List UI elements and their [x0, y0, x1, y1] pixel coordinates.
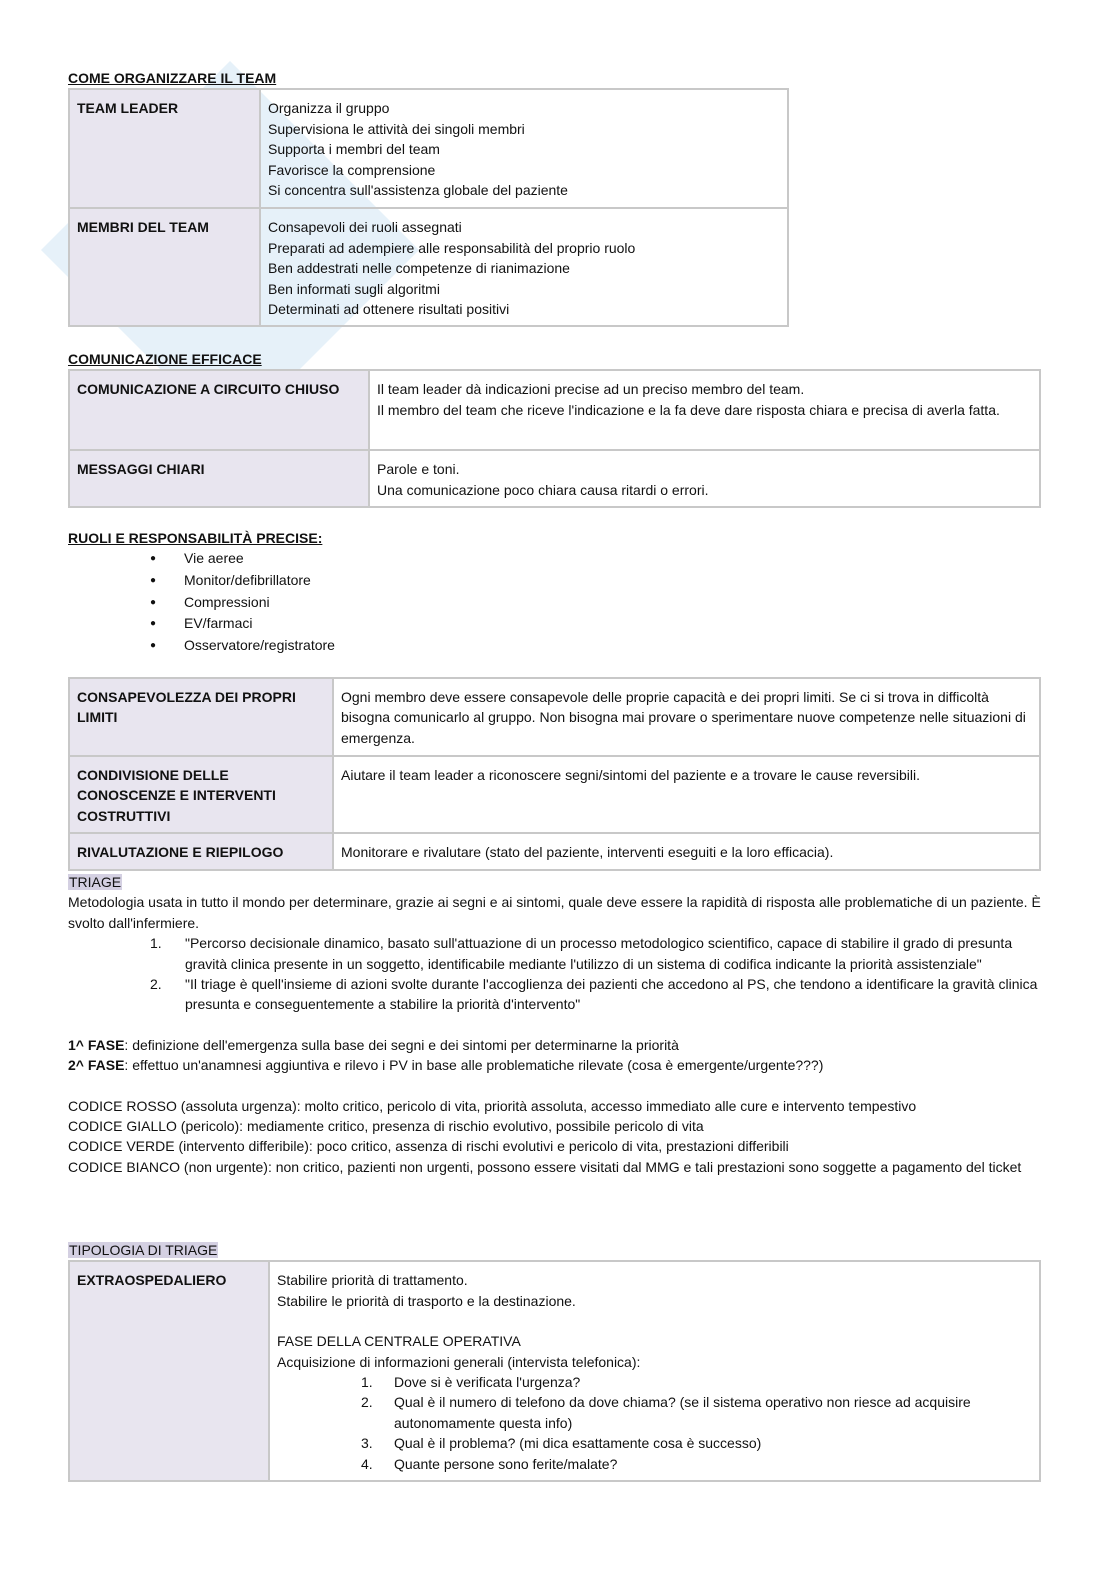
text-line: Favorisce la comprensione: [268, 161, 436, 178]
row-content: Aiutare il team leader a riconoscere segni/sintomi del paziente e a trovare le cause reversibili.: [333, 756, 1040, 833]
table-row: [69, 208, 788, 326]
list-item: [68, 933, 1043, 974]
table-row: [69, 450, 1040, 507]
phase-line: [68, 1035, 1043, 1055]
team-section: [68, 68, 789, 327]
section-heading: TRIAGE: [69, 874, 122, 890]
section-heading: COMUNICAZIONE EFFICACE: [68, 351, 262, 367]
text-line: Il membro del team che riceve l'indicazione e la fa deve dare risposta chiara e precisa di averla fatta.: [377, 401, 1000, 418]
table-row: [69, 756, 1040, 833]
list-text: Quante persone sono ferite/malate?: [394, 1455, 618, 1472]
text-line: Ben addestrati nelle competenze di rianimazione: [268, 260, 570, 277]
list-item: [68, 974, 1043, 1015]
list-item: [277, 1392, 1032, 1433]
triage-section: [68, 872, 1043, 1177]
table-row: [69, 678, 1040, 756]
list-item: ● Monitor/defibrillatore: [68, 570, 1041, 592]
phase-label: 2^ FASE: [68, 1057, 125, 1074]
row-label: MESSAGGI CHIARI: [69, 450, 369, 507]
row-content: [260, 208, 788, 326]
code-line: CODICE ROSSO (assoluta urgenza): molto critico, pericolo di vita, priorità assoluta, accesso immediato alle cure e intervento tempestivo: [68, 1097, 917, 1114]
section-heading: TIPOLOGIA DI TRIAGE: [69, 1242, 218, 1258]
row-content: [269, 1261, 1040, 1481]
row-label: CONDIVISIONE DELLE CONOSCENZE E INTERVENTI COSTRUTTIVI: [69, 756, 333, 833]
table-row: [69, 1261, 1040, 1481]
list-number: 1.: [150, 935, 162, 952]
tipologia-table: [68, 1260, 1041, 1482]
list-number: 4.: [361, 1455, 373, 1472]
text-line: Stabilire priorità di trattamento.: [277, 1272, 468, 1289]
text-line: Supervisiona le attività dei singoli membri: [268, 120, 525, 137]
text-line: Si concentra sull'assistenza globale del paziente: [268, 182, 568, 199]
list-item: [277, 1372, 1032, 1392]
phase-line: [68, 1055, 1043, 1075]
text-line: Parole e toni.: [377, 461, 460, 478]
text-line: Stabilire le priorità di trasporto e la destinazione.: [277, 1292, 576, 1309]
text-line: Organizza il gruppo: [268, 100, 390, 117]
text-line: Consapevoli dei ruoli assegnati: [268, 219, 462, 236]
row-content: [369, 370, 1040, 450]
phase-text: : definizione dell'emergenza sulla base dei segni e dei sintomi per determinarne la priorità: [124, 1036, 679, 1053]
row-label: RIVALUTAZIONE E RIEPILOGO: [69, 833, 333, 869]
list-item: ● EV/farmaci: [68, 613, 1041, 635]
subheading: FASE DELLA CENTRALE OPERATIVA: [277, 1333, 521, 1350]
text-line: Una comunicazione poco chiara causa ritardi o errori.: [377, 481, 709, 498]
row-label: TEAM LEADER: [69, 89, 260, 208]
code-line: CODICE GIALLO (pericolo): mediamente critico, presenza di rischio evolutivo, possibile pericolo di vita: [68, 1118, 704, 1135]
triage-intro: Metodologia usata in tutto il mondo per determinare, grazie ai segni e ai sintomi, quale deve essere la rapidità di risposta alle problematiche di un paziente. È svolto dall'infermiere.: [68, 894, 1041, 931]
list-item: [277, 1454, 1032, 1474]
ruoli-section: [68, 528, 1041, 656]
list-item: ● Osservatore/registratore: [68, 635, 1041, 657]
tipologia-section: [68, 1240, 1041, 1482]
list-text: Dove si è verificata l'urgenza?: [394, 1374, 581, 1391]
list-item: [277, 1433, 1032, 1453]
code-line: CODICE VERDE (intervento differibile): poco critico, assenza di rischi evolutivi e pericolo di vita, prestazioni differibili: [68, 1138, 789, 1155]
table-row: [69, 89, 788, 208]
list-text: Qual è il numero di telefono da dove chiama? (se il sistema operativo non riesce ad acquisire autonomamente questa info): [394, 1394, 971, 1431]
text-line: Determinati ad ottenere risultati positivi: [268, 301, 510, 318]
team-table: [68, 88, 789, 327]
text-line: Preparati ad adempiere alle responsabilità del proprio ruolo: [268, 239, 636, 256]
list-text: "Percorso decisionale dinamico, basato sull'attuazione di un processo metodologico scientifico, capace di stabilire il grado di presunta gravità clinica presente in un soggetto, identificabile mediante l'utilizzo di un sistema di codifica indicante la priorità assistenziale": [185, 935, 1013, 972]
text-line: Acquisizione di informazioni generali (intervista telefonica):: [277, 1353, 641, 1370]
section-heading: RUOLI E RESPONSABILITÀ PRECISE:: [68, 530, 323, 546]
consapevolezza-section: [68, 677, 1041, 871]
row-content: [260, 89, 788, 208]
definitions-list: [68, 933, 1043, 1015]
row-content: Ogni membro deve essere consapevole delle proprie capacità e dei propri limiti. Se ci si trova in difficoltà bisogna comunicarlo al gruppo. Non bisogna mai provare o sperimentare nuove competenze nelle situazioni di emergenza.: [333, 678, 1040, 756]
consapevolezza-table: [68, 677, 1041, 871]
list-number: 2.: [361, 1394, 373, 1411]
phase-text: : effettuo un'anamnesi aggiuntiva e rilevo i PV in base alle problematiche rilevate (cosa è emergente/urgente???): [124, 1057, 824, 1074]
comunicazione-table: [68, 369, 1041, 508]
row-content: [369, 450, 1040, 507]
row-label: CONSAPEVOLEZZA DEI PROPRI LIMITI: [69, 678, 333, 756]
table-row: [69, 370, 1040, 450]
row-label: COMUNICAZIONE A CIRCUITO CHIUSO: [69, 370, 369, 450]
list-item: ● Compressioni: [68, 592, 1041, 614]
text-line: Ben informati sugli algoritmi: [268, 280, 440, 297]
table-row: [69, 833, 1040, 869]
list-item: ● Vie aeree: [68, 548, 1041, 570]
text-line: Supporta i membri del team: [268, 141, 440, 158]
list-number: 1.: [361, 1374, 373, 1391]
list-text: Qual è il problema? (mi dica esattamente cosa è successo): [394, 1435, 762, 1452]
list-text: "Il triage è quell'insieme di azioni svolte durante l'accoglienza dei pazienti che accedono al PS, che tendono a identificare la gravità clinica presunta e conseguentemente a stabilire la priorità d'intervento": [185, 976, 1038, 1013]
roles-list: [68, 548, 1041, 656]
section-heading: COME ORGANIZZARE IL TEAM: [68, 70, 277, 86]
text-line: Il team leader dà indicazioni precise ad un preciso membro del team.: [377, 381, 805, 398]
list-number: 3.: [361, 1435, 373, 1452]
phase-label: 1^ FASE: [68, 1036, 125, 1053]
row-label: MEMBRI DEL TEAM: [69, 208, 260, 326]
code-line: CODICE BIANCO (non urgente): non critico, pazienti non urgenti, possono essere visitati dal MMG e tali prestazioni sono soggette a pagamento del ticket: [68, 1158, 1022, 1175]
row-label: EXTRAOSPEDALIERO: [69, 1261, 269, 1481]
comunicazione-section: [68, 349, 1041, 508]
list-number: 2.: [150, 976, 162, 993]
questions-list: [277, 1372, 1032, 1474]
row-content: Monitorare e rivalutare (stato del paziente, interventi eseguiti e la loro efficacia).: [333, 833, 1040, 869]
